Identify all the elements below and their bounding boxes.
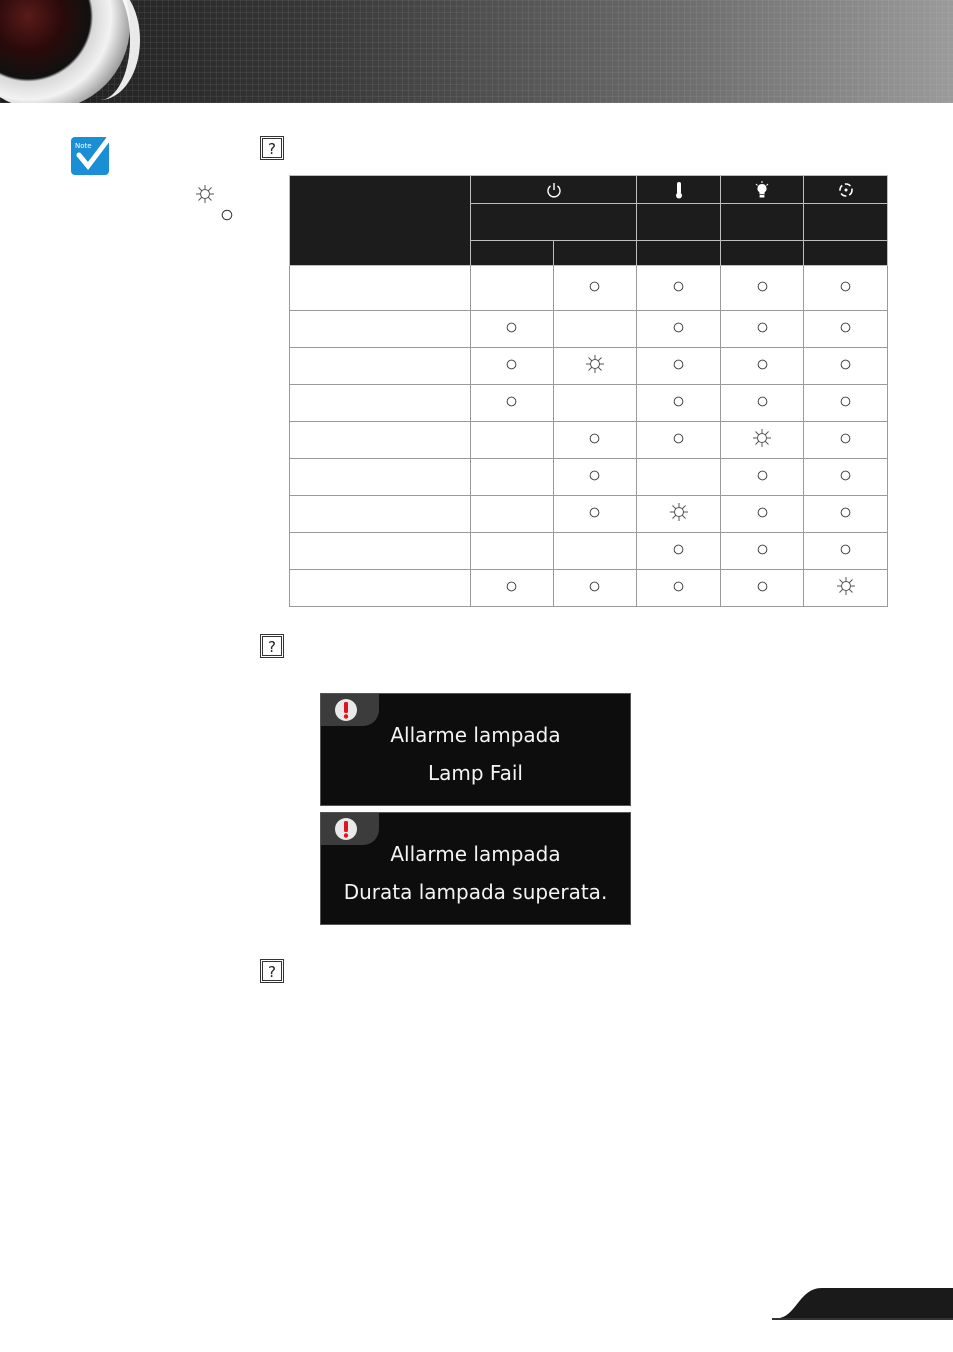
osd-lamp-expired-panel — [320, 812, 631, 925]
led-state-cell — [470, 348, 553, 385]
question-box-icon — [260, 634, 284, 658]
led-state-cell — [637, 266, 721, 311]
led-state-cell — [804, 570, 888, 607]
off-circle-icon — [840, 433, 851, 444]
off-circle-icon — [673, 544, 684, 555]
off-circle-icon — [840, 322, 851, 333]
led-state-cell — [470, 385, 553, 422]
led-state-cell — [721, 533, 804, 570]
table-row — [290, 496, 888, 533]
svg-text:?: ? — [268, 140, 276, 158]
led-state-cell — [553, 311, 637, 348]
led-state-cell — [721, 385, 804, 422]
off-circle-icon — [673, 281, 684, 292]
led-state-cell — [637, 348, 721, 385]
led-state-cell — [804, 496, 888, 533]
flashing-sun-icon — [586, 355, 604, 373]
off-circle-icon — [757, 507, 768, 518]
table-body — [290, 266, 888, 607]
table-row — [290, 422, 888, 459]
led-state-cell — [637, 533, 721, 570]
flashing-sun-icon — [196, 185, 214, 203]
off-circle-icon — [589, 507, 600, 518]
off-circle-icon — [757, 322, 768, 333]
osd-message: Lamp Fail — [428, 761, 523, 785]
table-row — [290, 533, 888, 570]
svg-text:?: ? — [268, 963, 276, 981]
led-state-cell — [721, 459, 804, 496]
off-circle-icon — [757, 544, 768, 555]
off-circle-icon — [840, 396, 851, 407]
table-corner-header — [290, 176, 471, 266]
off-circle-icon — [589, 281, 600, 292]
off-circle-icon — [506, 322, 517, 333]
off-circle-icon — [840, 281, 851, 292]
led-state-cell — [470, 459, 553, 496]
flashing-sun-icon — [837, 577, 855, 595]
off-circle-icon — [673, 322, 684, 333]
subheader-cell — [637, 204, 721, 241]
temp-column-header — [637, 176, 721, 204]
led-state-cell — [721, 422, 804, 459]
off-circle-icon — [757, 470, 768, 481]
off-circle-icon — [589, 433, 600, 444]
led-state-cell — [637, 459, 721, 496]
led-state-cell — [470, 266, 553, 311]
lamp-icon — [754, 181, 770, 199]
off-circle-icon — [506, 581, 517, 592]
led-state-cell — [553, 385, 637, 422]
subheader-cell — [721, 241, 804, 266]
off-circle-icon — [840, 544, 851, 555]
led-state-cell — [637, 385, 721, 422]
led-state-cell — [721, 266, 804, 311]
flashing-sun-icon — [670, 503, 688, 521]
fan-column-header — [804, 176, 888, 204]
osd-title: Allarme lampada — [390, 723, 561, 747]
svg-text:?: ? — [268, 638, 276, 656]
osd-lamp-fail-panel — [320, 693, 631, 806]
led-state-cell — [721, 311, 804, 348]
off-circle-icon — [506, 359, 517, 370]
led-state-cell — [804, 311, 888, 348]
table-row — [290, 570, 888, 607]
subheader-cell — [804, 241, 888, 266]
led-state-cell — [804, 266, 888, 311]
off-circle-icon — [757, 359, 768, 370]
led-state-cell — [721, 570, 804, 607]
off-circle-icon — [506, 396, 517, 407]
led-state-cell — [553, 266, 637, 311]
subheader-cell — [721, 204, 804, 241]
off-circle-icon — [589, 470, 600, 481]
off-circle-icon — [757, 396, 768, 407]
off-circle-icon — [673, 359, 684, 370]
off-circle-icon — [673, 396, 684, 407]
table-row — [290, 311, 888, 348]
table-row — [290, 459, 888, 496]
led-indicator-table — [289, 175, 888, 592]
led-state-cell — [721, 496, 804, 533]
led-state-cell — [637, 422, 721, 459]
table-row — [290, 348, 888, 385]
off-circle-icon — [840, 359, 851, 370]
led-state-cell — [637, 496, 721, 533]
table-row — [290, 266, 888, 311]
question-box-icon — [260, 959, 284, 983]
off-circle-icon — [589, 581, 600, 592]
row-label-cell — [290, 496, 471, 533]
note-icon — [71, 131, 115, 175]
led-state-cell — [553, 459, 637, 496]
row-label-cell — [290, 533, 471, 570]
subheader-cell — [637, 241, 721, 266]
off-circle-icon — [221, 209, 233, 221]
alert-icon — [334, 698, 358, 722]
row-label-cell — [290, 570, 471, 607]
row-label-cell — [290, 311, 471, 348]
row-label-cell — [290, 266, 471, 311]
off-circle-icon — [673, 581, 684, 592]
subheader-cell — [553, 241, 637, 266]
off-circle-icon — [673, 433, 684, 444]
led-state-cell — [470, 533, 553, 570]
led-state-cell — [804, 348, 888, 385]
subheader-cell — [804, 204, 888, 241]
led-state-cell — [804, 459, 888, 496]
led-state-cell — [804, 422, 888, 459]
thermometer-icon — [671, 181, 687, 199]
page-number-tab — [772, 1286, 953, 1320]
subheader-cell — [470, 204, 637, 241]
power-icon — [546, 181, 562, 199]
off-circle-icon — [840, 470, 851, 481]
led-state-cell — [470, 422, 553, 459]
led-state-cell — [553, 533, 637, 570]
led-state-cell — [553, 570, 637, 607]
power-column-header — [470, 176, 637, 204]
banner-texture — [0, 0, 953, 103]
led-state-cell — [470, 311, 553, 348]
led-state-cell — [721, 348, 804, 385]
led-state-cell — [470, 570, 553, 607]
osd-message: Durata lampada superata. — [343, 880, 608, 904]
subheader-cell — [470, 241, 553, 266]
question-box-icon — [260, 136, 284, 160]
off-circle-icon — [757, 281, 768, 292]
fan-icon — [838, 181, 854, 199]
led-state-cell — [553, 496, 637, 533]
header-banner — [0, 0, 953, 103]
row-label-cell — [290, 422, 471, 459]
off-circle-icon — [757, 581, 768, 592]
row-label-cell — [290, 348, 471, 385]
led-state-cell — [804, 385, 888, 422]
led-state-cell — [553, 422, 637, 459]
row-label-cell — [290, 385, 471, 422]
alert-icon — [334, 817, 358, 841]
led-state-cell — [553, 348, 637, 385]
led-state-cell — [804, 533, 888, 570]
led-state-cell — [637, 570, 721, 607]
svg-text:Note: Note — [75, 142, 92, 150]
row-label-cell — [290, 459, 471, 496]
led-state-cell — [470, 496, 553, 533]
led-state-cell — [637, 311, 721, 348]
osd-title: Allarme lampada — [390, 842, 561, 866]
flashing-sun-icon — [753, 429, 771, 447]
lamp-column-header — [721, 176, 804, 204]
table-row — [290, 385, 888, 422]
off-circle-icon — [840, 507, 851, 518]
